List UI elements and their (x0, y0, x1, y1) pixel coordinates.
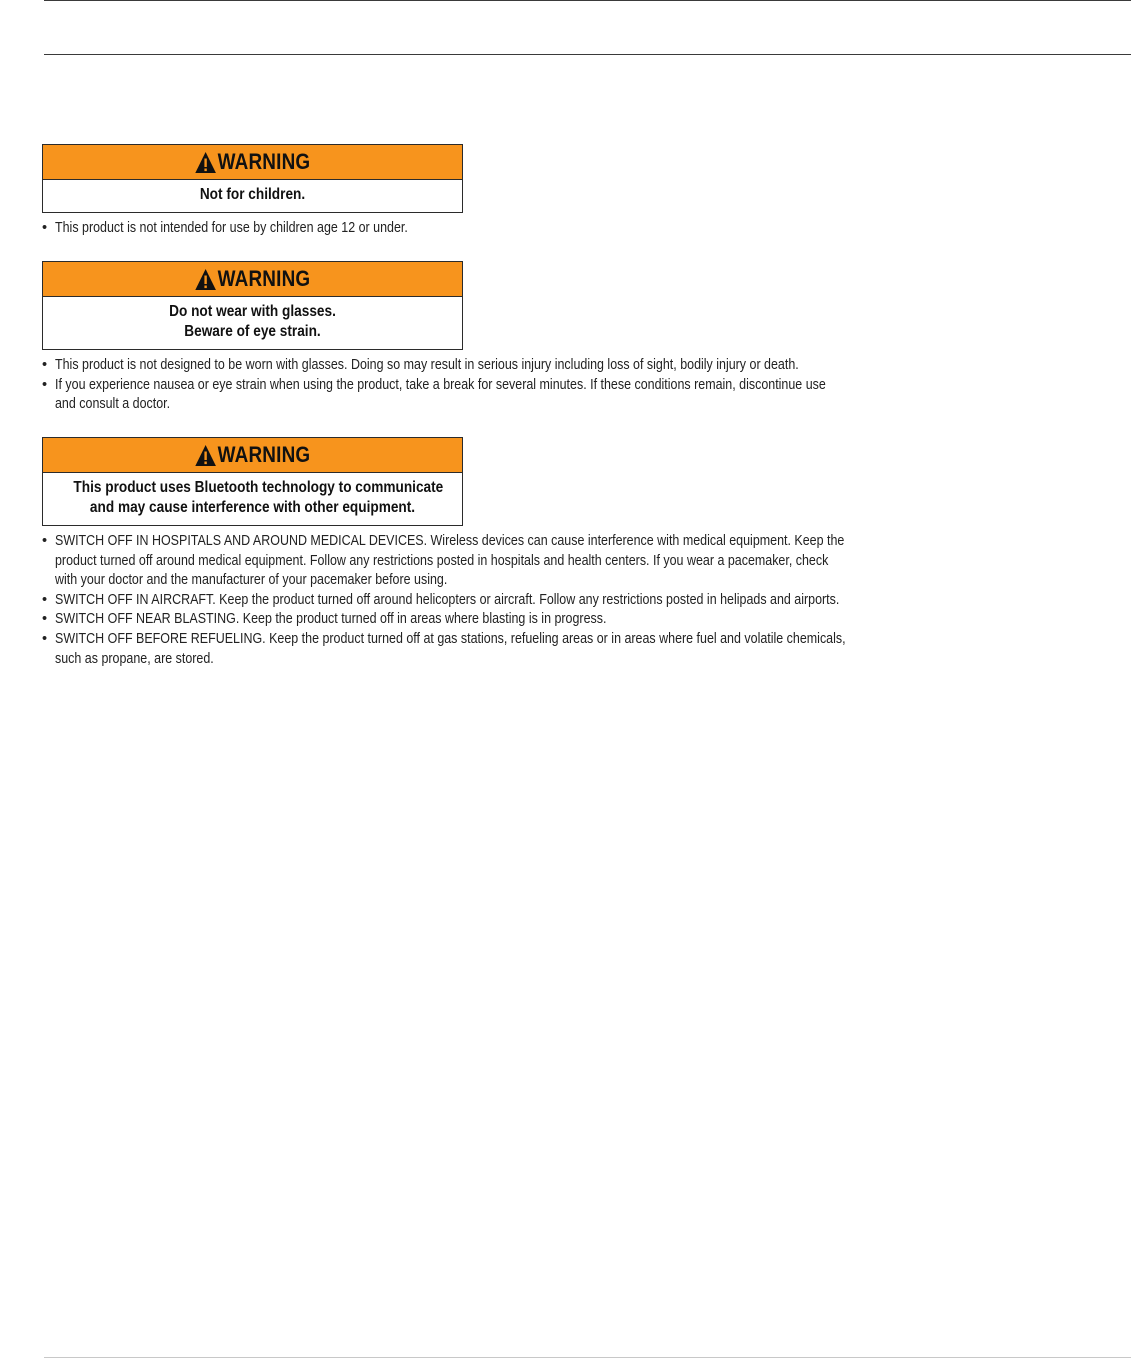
footer-rule (44, 1357, 1131, 1358)
warning-line: and may cause interference with other equipment. (89, 499, 416, 516)
bullet-line: • This product is not designed to be worn with glasses. Doing so may result in serious injury including loss of sight, bodily injury or death. (55, 357, 799, 373)
warning-bullets-children (42, 219, 902, 239)
warning-body (43, 180, 462, 212)
warning-title-text: WARNING (217, 266, 311, 291)
bullet-line: such as propane, are stored. (55, 650, 214, 667)
bullet-line: • If you experience nausea or eye strain when using the product, take a break for several minutes. If these conditions remain, discontinue use (55, 376, 826, 393)
warning-header (43, 145, 462, 180)
warning-box-bluetooth (42, 437, 463, 526)
bullet-line: • SWITCH OFF NEAR BLASTING. Keep the product turned off in areas where blasting is in progress. (55, 611, 607, 628)
bullet-line: • SWITCH OFF IN AIRCRAFT. Keep the product turned off around helicopters or aircraft. Follow any restrictions posted in helipads and airports. (55, 591, 840, 608)
list-item (42, 356, 902, 376)
warning-triangle-icon (195, 268, 217, 291)
warning-body (43, 473, 462, 525)
bullet-line: with your doctor and the manufacturer of your pacemaker before using. (55, 572, 448, 589)
warning-title-text: WARNING (217, 442, 311, 467)
warning-box-children (42, 144, 463, 213)
bullet-line: • This product is not intended for use by children age 12 or under. (55, 220, 408, 236)
list-item (42, 630, 902, 669)
warning-line: Beware of eye strain. (184, 323, 321, 340)
warning-triangle-icon (195, 151, 217, 174)
warning-bullets-glasses (42, 356, 902, 415)
warning-body (43, 297, 462, 349)
warning-title (195, 266, 311, 292)
bullet-line: • SWITCH OFF BEFORE REFUELING. Keep the product turned off at gas stations, refueling areas or in areas where fuel and volatile chemicals, (55, 630, 846, 647)
warning-line: Do not wear with glasses. (169, 303, 336, 320)
bullet-line: and consult a doctor. (55, 396, 171, 413)
list-item (42, 219, 902, 239)
warning-title (195, 149, 311, 175)
warning-title (195, 442, 311, 468)
warning-bullets-bluetooth (42, 532, 902, 669)
bullet-line: • SWITCH OFF IN HOSPITALS AND AROUND MEDICAL DEVICES. Wireless devices can cause interference with medical equipment. Keep the (55, 533, 845, 549)
warning-box-glasses (42, 261, 463, 350)
list-item (42, 376, 902, 415)
warning-line: Not for children. (199, 186, 306, 203)
warning-line: This product uses Bluetooth technology to communicate (73, 479, 444, 496)
bullet-line: product turned off around medical equipment. Follow any restrictions posted in hospitals and health centers. If you wear a pacemaker, check (55, 552, 829, 569)
list-item (42, 591, 902, 611)
warning-header (43, 438, 462, 473)
warning-triangle-icon (195, 444, 217, 467)
top-rule (44, 0, 1131, 1)
warning-header (43, 262, 462, 297)
warning-title-text: WARNING (217, 149, 311, 174)
list-item (42, 610, 902, 630)
list-item (42, 532, 902, 591)
header-rule (44, 54, 1131, 55)
